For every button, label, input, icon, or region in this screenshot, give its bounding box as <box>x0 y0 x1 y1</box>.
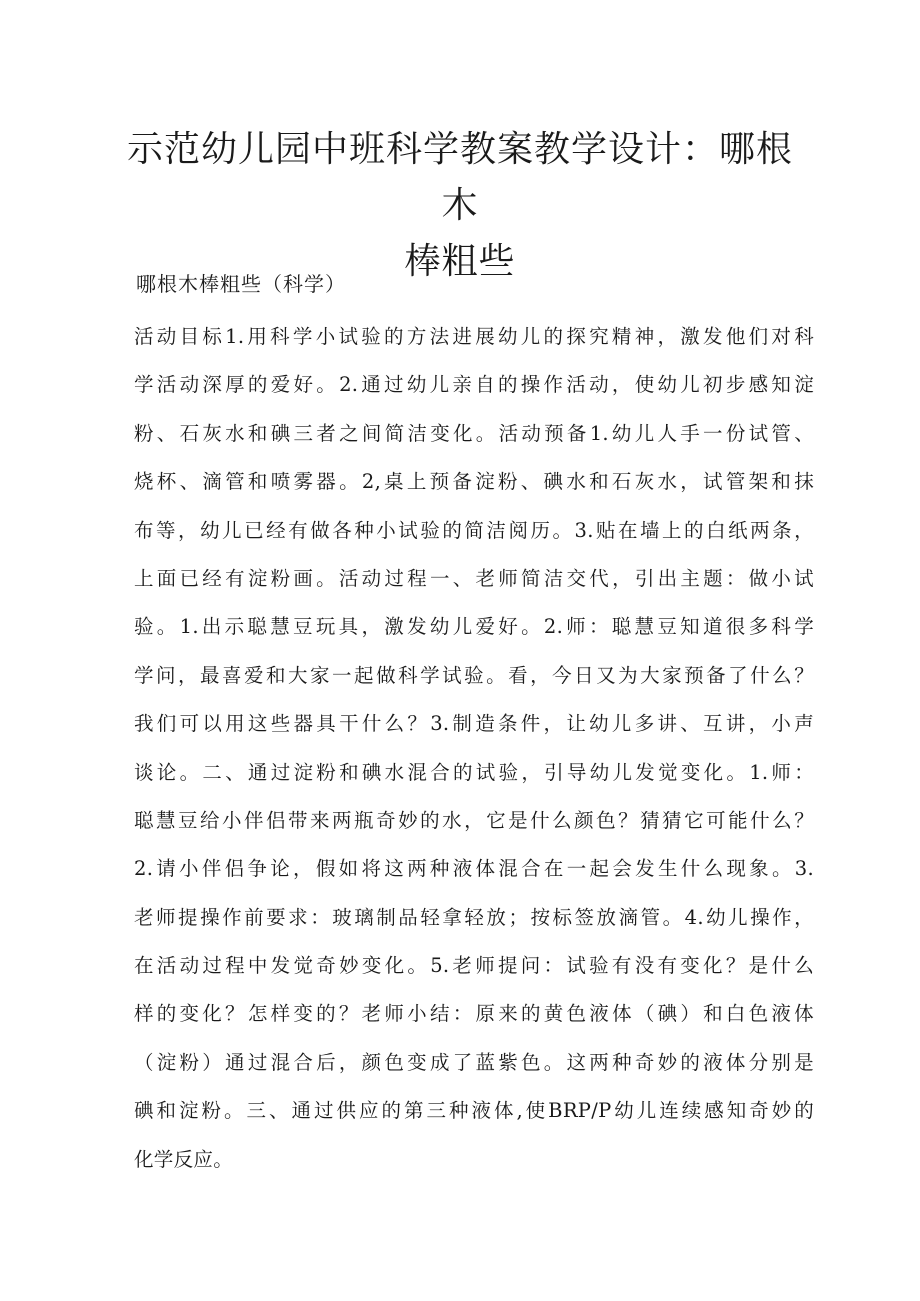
document-title <box>110 122 810 290</box>
body-line: 粉、石灰水和碘三者之间简洁变化。活动预备1.幼儿人手一份试管、 <box>134 421 814 445</box>
body-line: 布等，幼儿已经有做各种小试验的简洁阅历。3.贴在墙上的白纸两条， <box>134 518 814 542</box>
section-subtitle: 哪根木棒粗些（科学） <box>136 272 346 296</box>
body-line: 上面已经有淀粉画。活动过程一、老师简洁交代，引出主题：做小试 <box>134 566 814 590</box>
body-line: 我们可以用这些器具干什么？3.制造条件，让幼儿多讲、互讲，小声 <box>134 712 814 736</box>
body-line: 活动目标1.用科学小试验的方法进展幼儿的探究精神，激发他们对科 <box>134 325 814 348</box>
body-paragraph <box>134 313 814 1184</box>
body-line: 烧杯、滴管和喷雾器。2,桌上预备淀粉、碘水和石灰水，试管架和抹 <box>134 470 814 494</box>
body-line: 老师提操作前要求：玻璃制品轻拿轻放；按标签放滴管。4.幼儿操作， <box>134 905 814 929</box>
body-line: 验。1.出示聪慧豆玩具，激发幼儿爱好。2.师：聪慧豆知道很多科学 <box>134 615 814 639</box>
body-line: 2.请小伴侣争论，假如将这两种液体混合在一起会发生什么现象。3. <box>134 857 814 881</box>
body-line: 聪慧豆给小伴侣带来两瓶奇妙的水，它是什么颜色？猜猜它可能什么？ <box>134 808 814 832</box>
body-line: 学活动深厚的爱好。2.通过幼儿亲自的操作活动，使幼儿初步感知淀 <box>134 373 814 397</box>
title-line-1: 示范幼儿园中班科学教案教学设计：哪根木 <box>126 129 793 226</box>
body-line-last: 化学反应。 <box>134 1147 234 1171</box>
body-line: 样的变化？怎样变的？老师小结：原来的黄色液体（碘）和白色液体 <box>134 1002 814 1026</box>
body-line: （淀粉）通过混合后，颜色变成了蓝紫色。这两种奇妙的液体分别是 <box>134 1050 814 1074</box>
body-line: 学问，最喜爱和大家一起做科学试验。看，今日又为大家预备了什么？ <box>134 663 814 687</box>
body-line: 在活动过程中发觉奇妙变化。5.老师提问：试验有没有变化？是什么 <box>134 954 814 978</box>
body-line: 谈论。二、通过淀粉和碘水混合的试验，引导幼儿发觉变化。1.师： <box>134 760 814 784</box>
body-line: 碘和淀粉。三、通过供应的第三种液体,使BRP/P幼儿连续感知奇妙的 <box>134 1099 814 1123</box>
title-line-2: 棒粗些 <box>404 241 516 282</box>
